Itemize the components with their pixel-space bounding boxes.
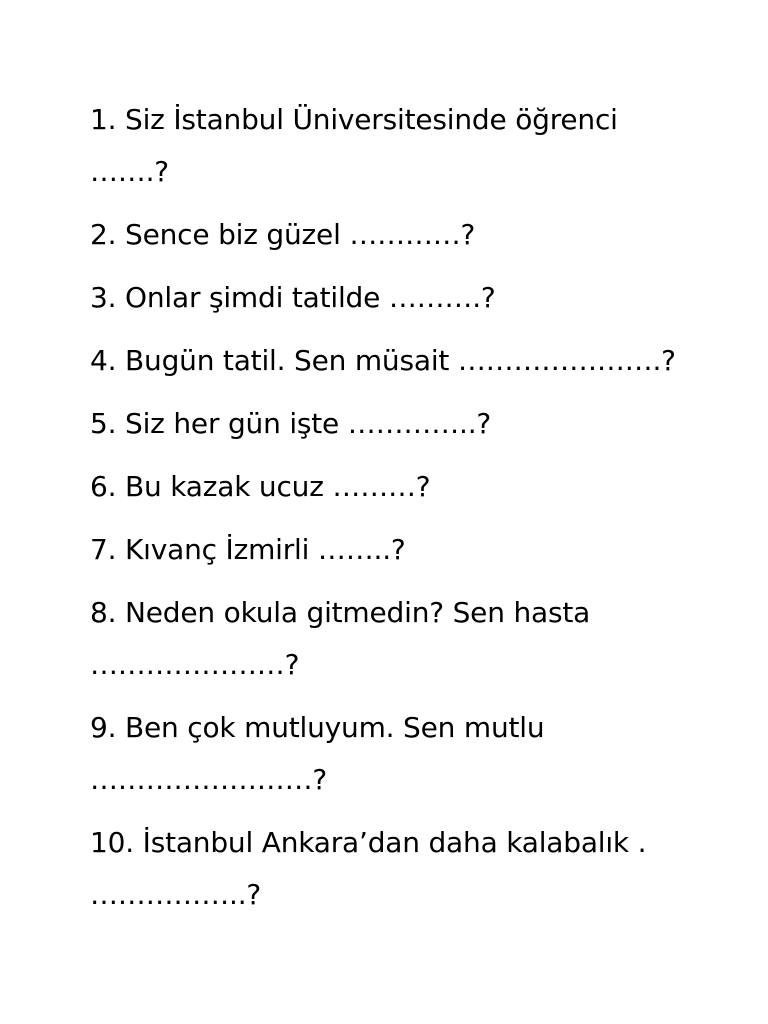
question-text-continuation: ……………..?: [90, 878, 262, 911]
question-item: [90, 587, 690, 691]
question-text-continuation: …………………?: [90, 648, 300, 681]
question-item: [90, 272, 690, 324]
question-text: 10. İstanbul Ankara’dan daha kalabalık .: [90, 826, 647, 859]
question-item: [90, 817, 690, 921]
question-text-continuation: …….?: [90, 155, 169, 188]
question-text: 3. Onlar şimdi tatilde ……….?: [90, 281, 496, 314]
question-item: [90, 461, 690, 513]
question-item: [90, 209, 690, 261]
question-text: 5. Siz her gün işte …………..?: [90, 407, 492, 440]
question-text: 2. Sence biz güzel …………?: [90, 218, 476, 251]
question-text: 4. Bugün tatil. Sen müsait ………………….?: [90, 344, 676, 377]
question-item: [90, 94, 690, 198]
question-text: 8. Neden okula gitmedin? Sen hasta: [90, 596, 591, 629]
question-item: [90, 398, 690, 450]
question-text: 1. Siz İstanbul Üniversitesinde öğrenci: [90, 103, 618, 136]
question-list: [90, 94, 690, 932]
question-item: [90, 524, 690, 576]
question-item: [90, 335, 690, 387]
question-item: [90, 702, 690, 806]
question-text-continuation: ……………………?: [90, 763, 328, 796]
question-text: 6. Bu kazak ucuz ………?: [90, 470, 431, 503]
question-text: 7. Kıvanç İzmirli ……..?: [90, 533, 406, 566]
question-text: 9. Ben çok mutluyum. Sen mutlu: [90, 711, 545, 744]
